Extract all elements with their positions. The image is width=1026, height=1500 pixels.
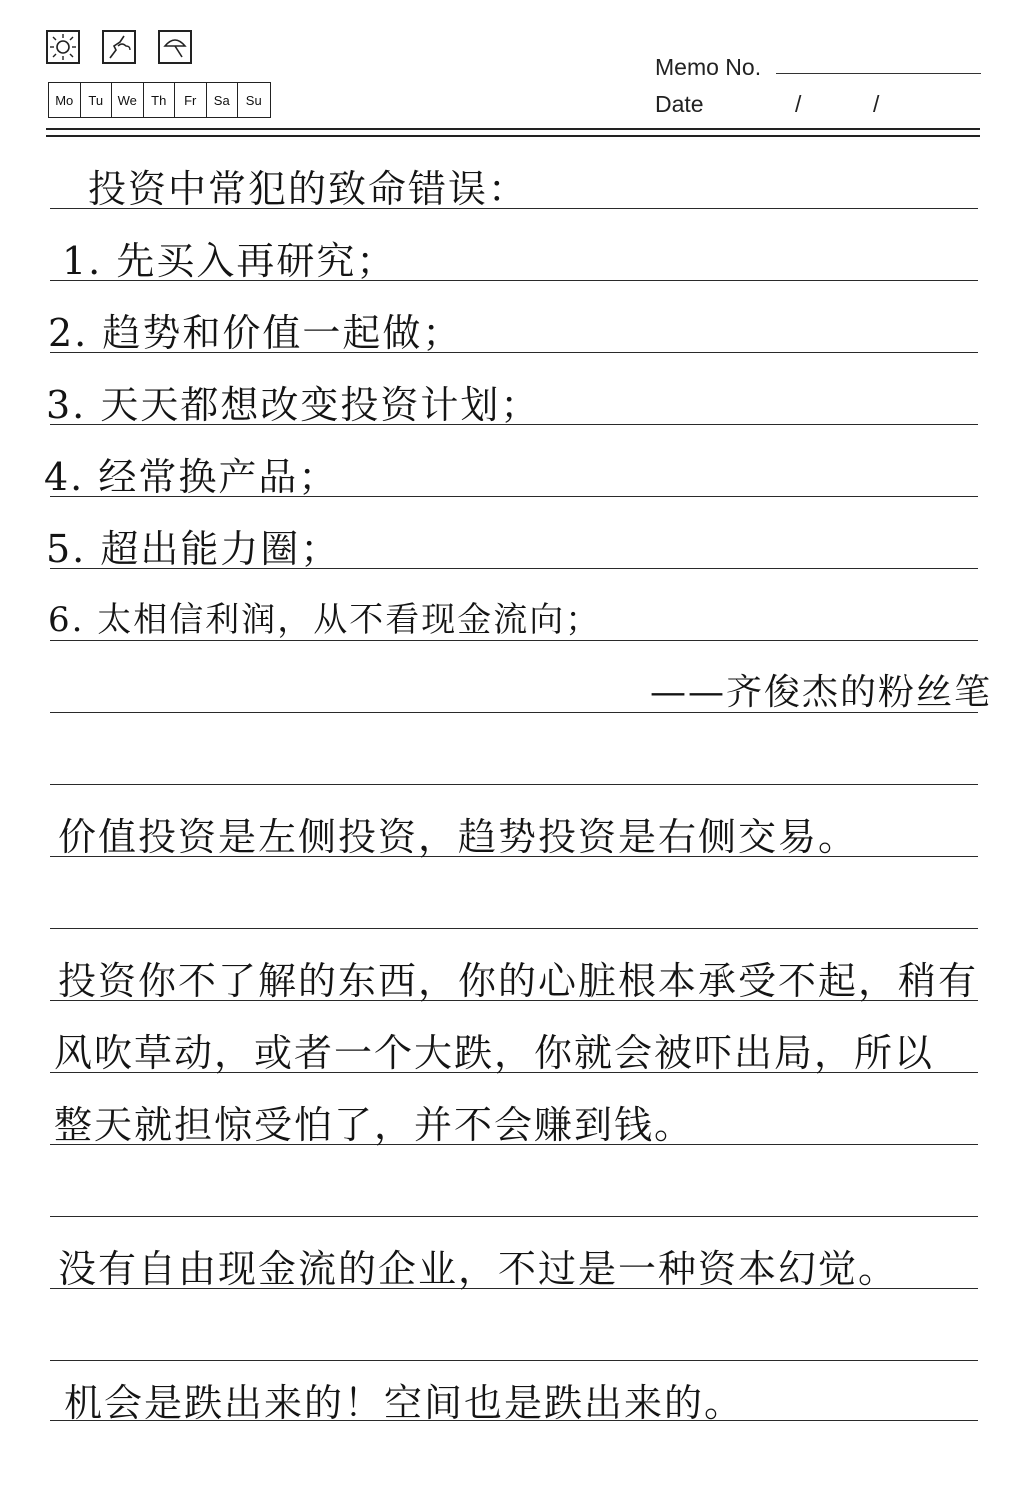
date-separator: / bbox=[795, 91, 802, 117]
sun-icon bbox=[46, 30, 80, 64]
paragraph-line: 风吹草动，或者一个大跌，你就会被吓出局，所以 bbox=[54, 1031, 935, 1075]
weekday-fr: Fr bbox=[175, 83, 207, 117]
paragraph: 没有自由现金流的企业，不过是一种资本幻觉。 bbox=[58, 1247, 899, 1291]
weekday-tu: Tu bbox=[81, 83, 113, 117]
date-separator: / bbox=[873, 91, 880, 117]
list-item: 4. 经常换产品； bbox=[44, 455, 339, 499]
list-item: 6. 太相信利润，从不看现金流向； bbox=[48, 600, 602, 640]
cloudy-icon bbox=[102, 30, 136, 64]
note-title: 投资中常犯的致命错误： bbox=[88, 167, 529, 211]
weekday-mo: Mo bbox=[49, 83, 81, 117]
header-rule bbox=[46, 135, 980, 137]
ruled-line bbox=[50, 784, 978, 785]
memo-number-label: Memo No. bbox=[655, 54, 762, 80]
weekday-su: Su bbox=[245, 92, 262, 108]
list-item: 5. 超出能力圈； bbox=[46, 527, 341, 571]
list-item: 3. 天天都想改变投资计划； bbox=[46, 383, 541, 427]
paragraph-line: 投资你不了解的东西，你的心脏根本承受不起，稍有 bbox=[58, 959, 979, 1003]
ruled-line bbox=[50, 1216, 978, 1217]
weekday-selector bbox=[48, 82, 271, 118]
paragraph: 价值投资是左侧投资，趋势投资是右侧交易。 bbox=[58, 815, 859, 859]
paragraph-line: 整天就担惊受怕了，并不会赚到钱。 bbox=[54, 1103, 695, 1147]
signature: ——齐俊杰的粉丝笔 bbox=[650, 672, 993, 713]
header-rule bbox=[46, 128, 980, 130]
ruled-line bbox=[50, 1360, 978, 1361]
umbrella-icon bbox=[158, 30, 192, 64]
paragraph: 机会是跌出来的！空间也是跌出来的。 bbox=[64, 1381, 745, 1425]
weekday-we: We bbox=[112, 83, 144, 117]
weekday-sa: Sa bbox=[207, 83, 239, 117]
ruled-line bbox=[50, 928, 978, 929]
list-item: 1. 先买入再研究； bbox=[62, 239, 397, 283]
date-label: Date bbox=[655, 91, 704, 117]
memo-number-line bbox=[776, 73, 981, 74]
weekday-th: Th bbox=[144, 83, 176, 117]
list-item: 2. 趋势和价值一起做； bbox=[48, 311, 463, 355]
weather-icons bbox=[46, 30, 192, 64]
